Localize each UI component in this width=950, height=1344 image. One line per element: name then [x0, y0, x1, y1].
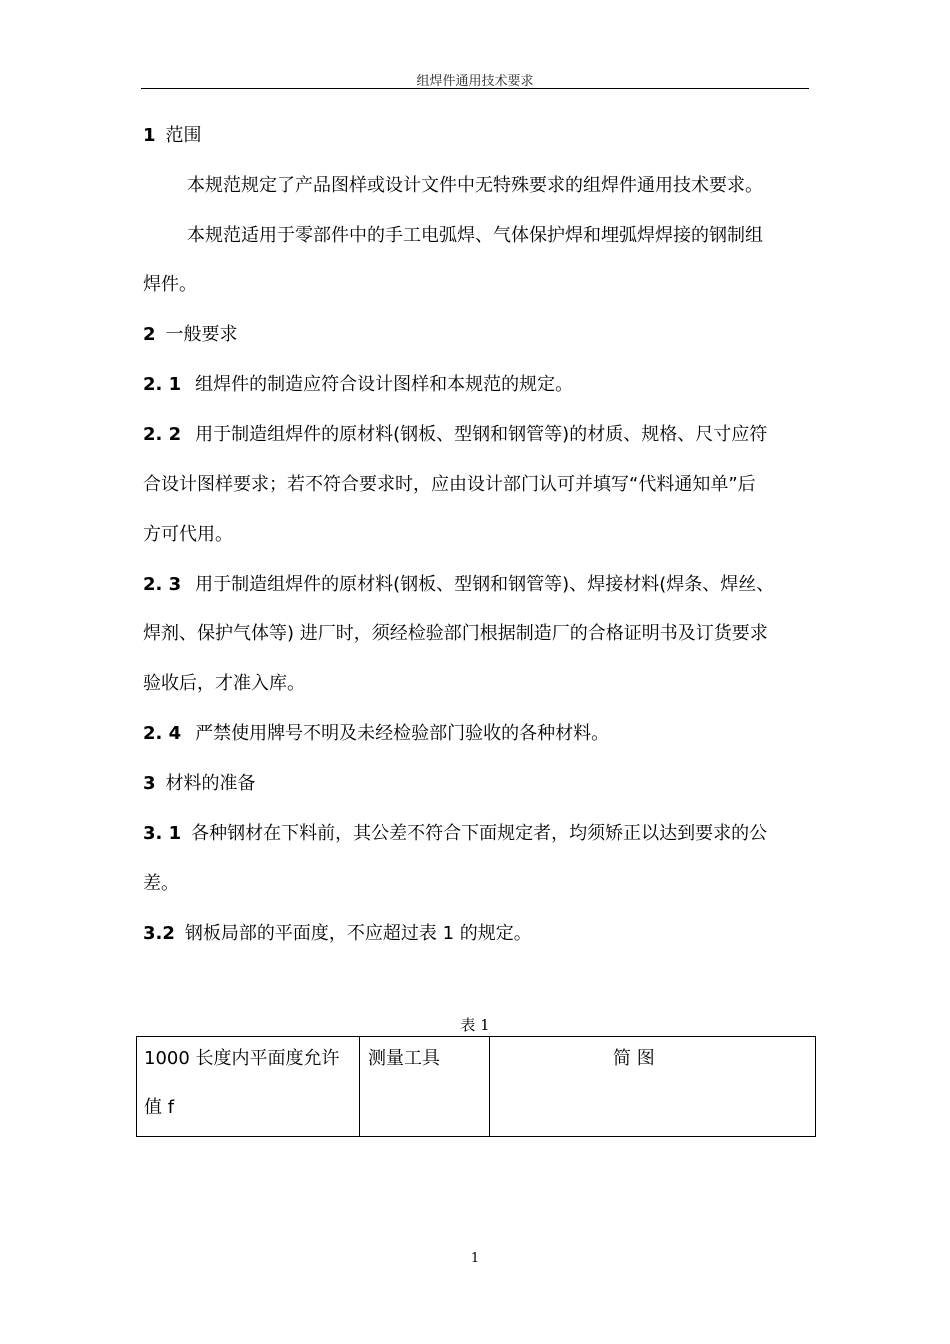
- section-title: 材料的准备: [165, 773, 256, 794]
- clause-text: 用于制造组焊件的原材料(钢板、型钢和钢管等)、焊接材料(焊条、焊丝、: [195, 574, 775, 595]
- table-header-tolerance-line2: 值 f: [144, 1097, 175, 1118]
- paragraph-scope-1: 本规范规定了产品图样或设计文件中无特殊要求的组焊件通用技术要求。: [187, 175, 763, 196]
- table-header-sketch: 简 图: [613, 1048, 655, 1069]
- table-column-divider: [359, 1037, 360, 1136]
- section-number: 1: [143, 125, 156, 146]
- clause-2-4: [143, 721, 609, 747]
- flatness-table: [136, 1036, 816, 1137]
- clause-text: 钢板局部的平面度，不应超过表 1 的规定。: [184, 923, 532, 944]
- clause-2-2-line1: [143, 422, 767, 448]
- clause-2-2-line3: 方可代用。: [143, 524, 233, 545]
- paragraph-scope-2-line1: 本规范适用于零部件中的手工电弧焊、气体保护焊和埋弧焊焊接的钢制组: [187, 225, 763, 246]
- table-column-divider: [489, 1037, 490, 1136]
- section-1-heading: [143, 123, 202, 149]
- clause-2-3-line1: [143, 572, 774, 598]
- section-3-heading: [143, 771, 256, 797]
- clause-3-2: [143, 921, 532, 947]
- section-title: 一般要求: [165, 324, 238, 345]
- page-header: 组焊件通用技术要求: [416, 74, 534, 89]
- clause-text: 组焊件的制造应符合设计图样和本规范的规定。: [195, 374, 574, 395]
- clause-2-1: [143, 372, 573, 398]
- section-number: 2: [143, 324, 156, 345]
- clause-number: 3.2: [143, 923, 175, 944]
- clause-number: 2. 2: [143, 424, 182, 445]
- paragraph-scope-2-line2: 焊件。: [143, 274, 197, 295]
- clause-number: 2. 4: [143, 723, 182, 744]
- section-title: 范围: [165, 125, 202, 146]
- clause-number: 2. 3: [143, 574, 182, 595]
- section-2-heading: [143, 322, 238, 348]
- clause-text: 用于制造组焊件的原材料(钢板、型钢和钢管等)的材质、规格、尺寸应符: [195, 424, 768, 445]
- page-number: 1: [470, 1251, 480, 1266]
- clause-number: 3. 1: [143, 823, 182, 844]
- table-header-measuring-tool: 测量工具: [368, 1048, 440, 1069]
- section-number: 3: [143, 773, 156, 794]
- header-rule: [141, 88, 809, 89]
- clause-text: 各种钢材在下料前，其公差不符合下面规定者，均须矫正以达到要求的公: [191, 823, 768, 844]
- clause-2-3-line3: 验收后，才准入库。: [143, 673, 305, 694]
- clause-2-2-line2: 合设计图样要求；若不符合要求时，应由设计部门认可并填写“代料通知单”后: [143, 474, 756, 495]
- table-header-tolerance-line1: 1000 长度内平面度允许: [144, 1048, 340, 1069]
- clause-3-1-line1: [143, 821, 767, 847]
- clause-number: 2. 1: [143, 374, 182, 395]
- clause-text: 严禁使用牌号不明及未经检验部门验收的各种材料。: [195, 723, 610, 744]
- table-title: 表 1: [460, 1016, 490, 1034]
- clause-3-1-line2: 差。: [143, 873, 179, 894]
- clause-2-3-line2: 焊剂、保护气体等) 进厂时，须经检验部门根据制造厂的合格证明书及订货要求: [143, 623, 768, 644]
